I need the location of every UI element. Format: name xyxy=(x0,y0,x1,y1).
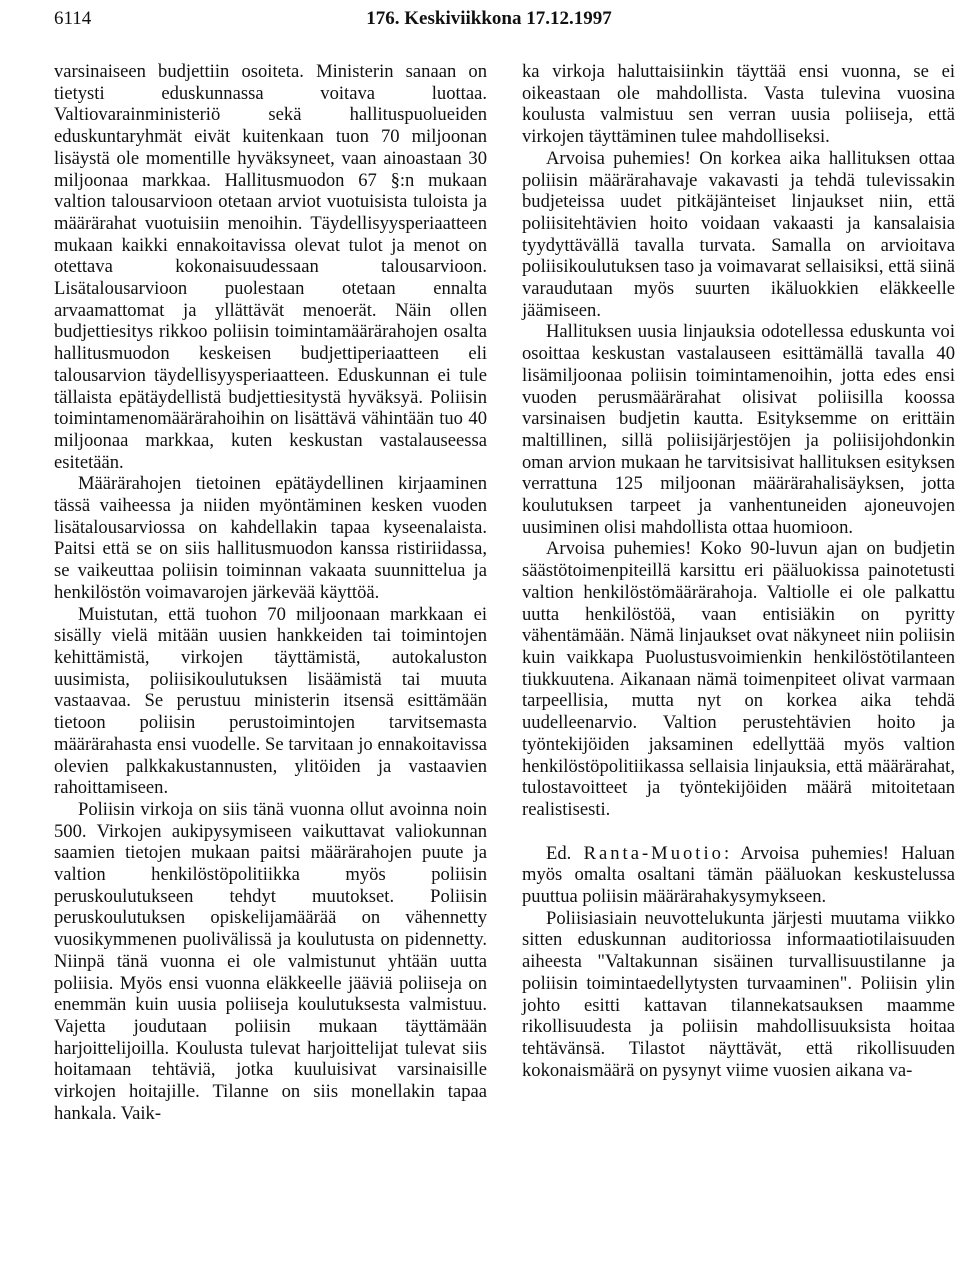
speaker-name: Ranta-Muotio xyxy=(583,842,724,864)
running-head: 176. Keskiviikkona 17.12.1997 xyxy=(366,8,612,29)
paragraph: ka virkoja haluttaisiinkin täyttää ensi vuonna, se ei oikeastaan ole mahdollista. Vasta tulevina vuosina koulusta valmistuu sen verran uusia poliiseja, että virkojen täyttäminen tulee mahdolliseksi. xyxy=(522,61,955,148)
paragraph: Muistutan, että tuohon 70 miljoonaan markkaan ei sisälly vielä mitään uusien hankkeiden tai toimintojen kehittämistä, virkojen täyttämistä, autokaluston uusimista, poliisikoulutuksen lisäämistä tai muuta vastaavaa. Se perustuu ministerin itsensä esittämään tietoon poliisin perustoimintojen tarvitsemasta määrärahasta ensi vuodelle. Se tarvitaan jo ennakoitavissa olevien palkkakustannusten, ylitöiden ja vastaavien rahoittamiseen. xyxy=(54,603,487,799)
page-number: 6114 xyxy=(54,8,92,29)
speaker-paragraph xyxy=(522,843,955,908)
paragraph: Poliisin virkoja on siis tänä vuonna ollut avoinna noin 500. Virkojen aukipysymiseen vaikuttavat valiokunnan saamien tietojen mukaan paitsi määrärahojen puute ja valtion henkilöstöpolitiikka myös poliisin peruskoulutukseen tehdyt muutokset. Poliisin peruskoulutuksen opiskelijamäärää on vähennetty vuosikymmenen puolivälissä ja koulutusta on pidennetty. Niinpä tänä vuonna ei ole valmistunut yhtään uutta poliisia. Myös ensi vuonna eläkkeelle jääviä poliiseja on enemmän kuin uusia poliiseja koulutuksesta valmistuu. Vajetta joudutaan poliisin mukaan täyttämään harjoittelijoilla. Koulusta tulevat harjoittelijat tulevat siis hoitamaan tehtäviä, jotka kuuluisivat varsinaisille virkojen hoitajille. Tilanne on siis monellakin tapaa hankala. Vaik- xyxy=(54,798,487,1124)
paragraph: Poliisiasiain neuvottelukunta järjesti muutama viikko sitten eduskunnan auditoriossa informaatiotilaisuuden aiheesta "Valtakunnan sisäinen turvallisuustilanne ja poliisin toimintaedellytysten turvaaminen". Poliisin ylin johto esitti kattavan tilannekatsauksen maamme rikollisuudesta ja poliisin mahdollisuuksista hoitaa tehtävänsä. Tilastot näyttävät, että rikollisuuden kokonaismäärä on pysynyt viime vuosien aikana va- xyxy=(522,907,955,1081)
paragraph: Arvoisa puhemies! On korkea aika hallituksen ottaa poliisin määrärahavaje vakavasti ja tehdä tulevissakin budjeteissa uudet pitkäjänteiset linjaukset niin, että poliisitehtävien hoito voidaan vakaasti ja kansalaisia tyydyttävällä tavalla turvata. Samalla on arvioitava poliisikoulutuksen taso ja voimavarat sellaisiksi, että siinä varaudutaan myös suurten ikäluokkien eläkkeelle jäämiseen. xyxy=(522,147,955,321)
left-column xyxy=(54,61,487,1124)
paragraph: Arvoisa puhemies! Koko 90-luvun ajan on budjetin säästötoimenpiteillä karsittu eri pääluokissa painotetusti valtion henkilöstömäärärahoja. Valtiolle ei ole palkattu uutta henkilöstöä, vaan entisiäkin on pyritty vähentämään. Nämä linjaukset ovat näkyneet niin poliisin kuin vaikkapa Puolustusvoimienkin henkilöstötilanteen tiukkuutena. Aikanaan nämä toimenpiteet olivat varmaan tarpeellisia, mutta nyt on korkea aika tehdä uudelleenarvio. Valtion perustehtävien hoito ja työntekijöiden jaksaminen edellyttää myös valtion henkilöstöpolitiikassa sellaisia linjauksia, että määrärahat, tulostavoitteet ja työntekijöiden määrä mitoitetaan realistisesti. xyxy=(522,538,955,820)
paragraph: Määrärahojen tietoinen epätäydellinen kirjaaminen tässä vaiheessa ja niiden myöntäminen kesken vuoden lisätalousarviossa on kahdellakin tapaa kyseenalaista. Paitsi että se on siis hallitusmuodon kanssa ristiriidassa, se vaikeuttaa poliisin toiminnan vakaata suunnittelua ja henkilöstön voimavarojen järkevää käyttöä. xyxy=(54,473,487,603)
paragraph: Hallituksen uusia linjauksia odotellessa eduskunta voi osoittaa keskustan vastalauseen esittämällä tavalla 40 lisämiljoonaa poliisin toimintamenoihin, jotta edes ensi vuoden perusmäärärahat olisivat poliisilla koossa varsinaisen budjetin kautta. Esityksemme on erittäin maltillinen, sillä poliisijärjestöjen ja poliisijohdonkin oman arvion mukaan he tarvitsisivat hallituksen esityksen verrattuna 125 miljoonan määrärahalisäyksen, jotta koulutuksen tarpeet ja vanhentuneiden ajoneuvojen uusiminen olisi mahdollista ottaa huomioon. xyxy=(522,321,955,538)
speaker-prefix: Ed. xyxy=(546,842,572,864)
page-header xyxy=(54,4,924,34)
paragraph: varsinaiseen budjettiin osoiteta. Ministerin sanaan on tietysti eduskunnassa voitava luottaa. Valtiovarainministeriö sekä hallituspuolueiden eduskuntaryhmät eivät kuitenkaan tuon 70 miljoonan lisäystä ole momentille hyväksyneet, vaan ainoastaan 30 miljoonaa markkaa. Hallitusmuodon 67 §:n mukaan valtion talousarvioon otetaan arviot vuotuisista tuloista ja määrärahat vuotuisiin menoihin. Täydellisyysperiaatteen mukaan kaikki ennakoitavissa olevat tulot ja menot on otettava kokonaisuudessaan talousarvioon. Lisätalousarvioon puolestaan otetaan ennalta arvaamattomat ja yllättävät menoerät. Näin ollen budjettiesitys rikkoo poliisin toimintamäärärahojen osalta hallitusmuodon keskeisen budjettiperiaatteen eli talousarvion täydellisyysperiaatteen. Eduskunnan ei tule tällaista epätäydellistä budjettiesitystä hyväksyä. Poliisin toimintamenomäärärahoihin on lisättävä vähintään tuo 40 miljoonaa markkaa, kuten keskustan vastalauseessa esitetään. xyxy=(54,61,487,473)
speaker-text: : Arvoisa puhemies! Haluan myös omalta osaltani tämän pääluokan keskustelussa puuttua poliisin määrärahakysymykseen. xyxy=(522,842,955,908)
right-column xyxy=(522,61,955,1081)
